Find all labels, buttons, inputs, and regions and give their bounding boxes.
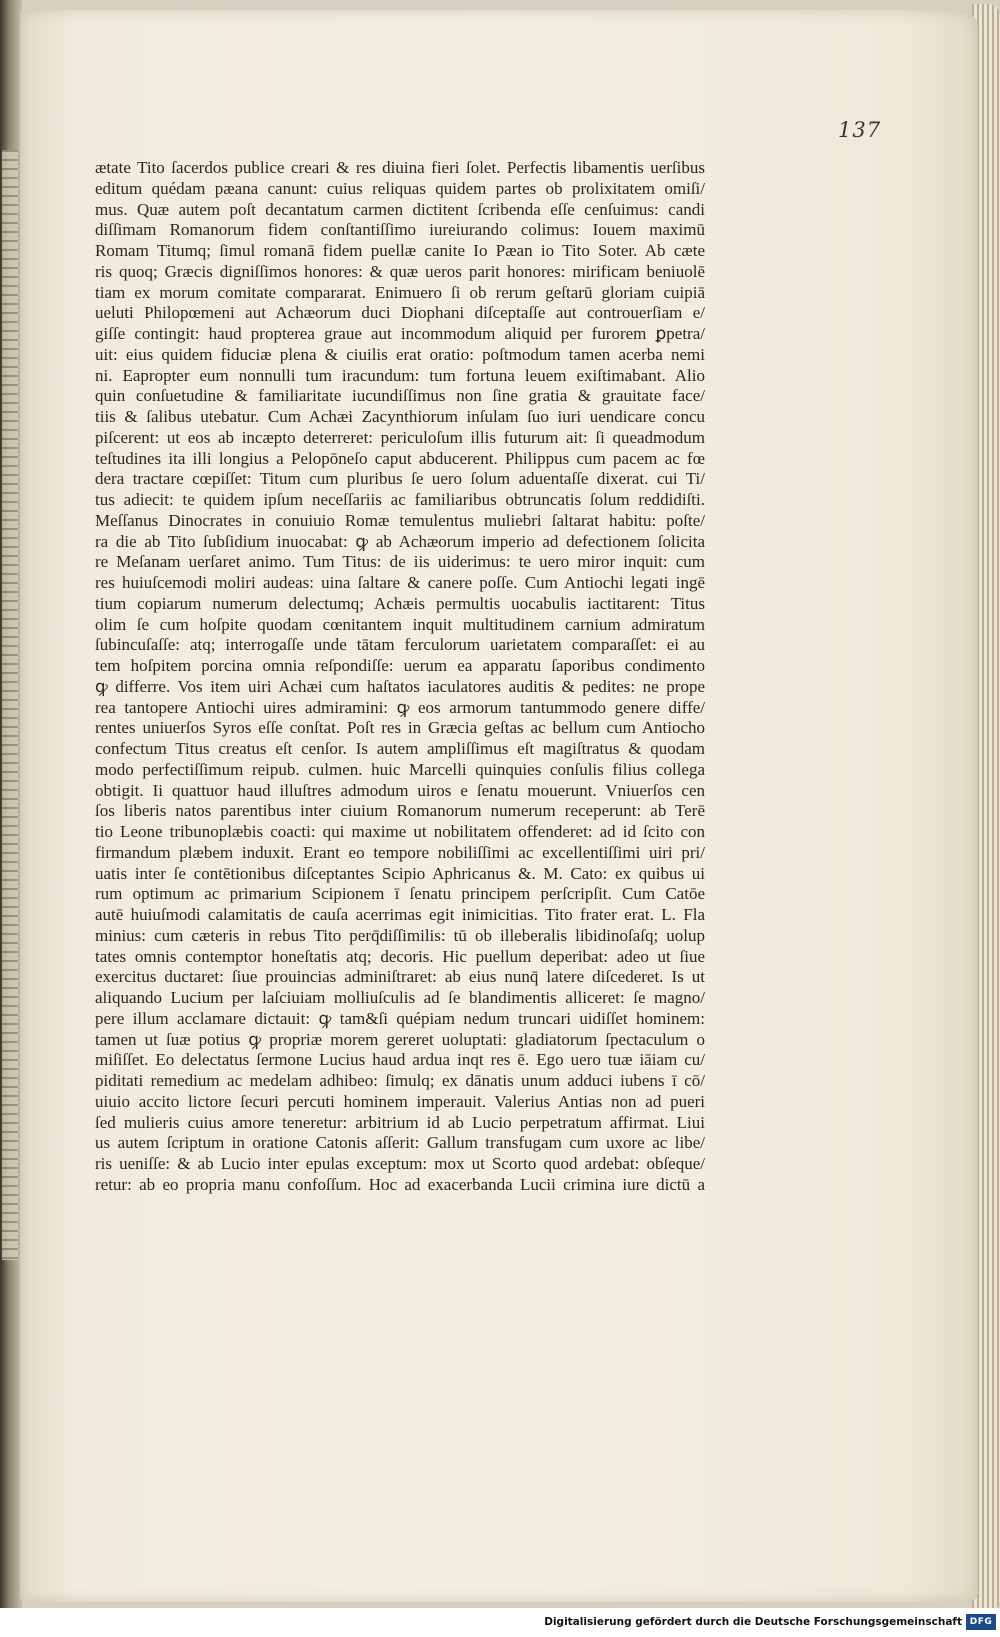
text-line: tus adiecit: te quidem ipſum neceſſariis ac familiaribus obtruncatis ſolum reddidiſti. — [95, 490, 705, 509]
text-line: ſubincuſaſſe: atq; interrogaſſe unde tātam ferculorum uarietatem comparaſſet: ei au — [95, 635, 705, 655]
text-line: tates omnis contemptor honeſtatis atq; decoris. Hic puellum deperibat: adeo ut ſiue — [95, 946, 705, 966]
text-line: olim ſe cum hoſpite quodam cœnitantem inquit multitudinem carnium admiratum — [95, 614, 705, 634]
text-line: tem hoſpitem porcina omnia reſpondiſſe: uerum ea apparatu ſaporibus condimento — [95, 656, 705, 675]
text-line: confectum Titus creatus eſt cenſor. Is autem ampliſſimus eſt magiſtratus & quodam — [95, 739, 705, 758]
text-line: ueluti Philopœmeni aut Achæorum duci Diophani diſceptaſſe aut controuerſiam e/ — [95, 303, 705, 323]
text-line: uiuio accito lictore ſecuri percuti hominem imperauit. Valerius Antias non ad pueri — [95, 1091, 705, 1111]
left-page-edge — [0, 0, 22, 1608]
text-line: ætate Tito ſacerdos publice creari & res diuina fieri ſolet. Perfectis libamentis uerſibus — [95, 158, 705, 177]
text-line: modo perfectiſſimum reipub. culmen. huic Marcelli quinquies conſulis filius collega — [95, 759, 705, 779]
text-line: miſiſſet. Eo delectatus ſermone Lucius haud ardua inqt res ē. Ego uero tuæ iāiam cu/ — [95, 1050, 705, 1070]
text-line: diſſimam Romanorum fidem conſtantiſſimo iureiurando colimus: Iouem maximū — [95, 220, 705, 240]
text-line: rentes uniuerſos Syros eſſe conſtat. Poſt res in Græcia geſtas ac bellum cum Antiocho — [95, 718, 705, 738]
text-line: ris ueniſſe: & ab Lucio inter epulas exceptum: mox ut Scorto quod ardebat: obſeque/ — [95, 1154, 705, 1173]
text-line: dera tractare cœpiſſet: Titum cum pluribus ſe uero ſolum aduentaſſe dixerat. cui Ti/ — [95, 469, 705, 489]
folio-number: 137 — [838, 118, 882, 142]
text-line: autē huiuſmodi calamitatis de cauſa acerrimas egit inimicitias. Tito frater erat. L. Fla — [95, 905, 705, 924]
body-text — [95, 158, 705, 1196]
text-line: uit: eius quidem fiduciæ plena & ciuilis erat oratio: poſtmodum tamen acerba nemi — [95, 344, 705, 364]
text-line: mus. Quæ autem poſt decantatum carmen dictitent ſcribenda eſſe cenſuimus: candi — [95, 199, 705, 219]
text-line: aliquando Lucium per laſciuiam molliuſculis ad ſe blandimentis alliceret: ſe magno/ — [95, 988, 705, 1007]
text-line: res huiuſcemodi moliri audeas: uina ſaltare & canere poſſe. Cum Antiochi legati ingē — [95, 573, 705, 592]
text-line: tiam ex morum comitate compararat. Enimuero ſi ob rerum geſtarū gloriam cuipiā — [95, 282, 705, 302]
text-line: us autem ſcriptum in oratione Catonis aſſerit: Gallum transfugam cum uxore ac libe/ — [95, 1133, 705, 1153]
text-line: editum quédam pæana canunt: cuius reliquas quidem partes ob prolixitatem omiſi/ — [95, 178, 705, 198]
text-line: ſed mulieris cuius amore teneretur: arbitrium id ab Lucio perpetratum affirmat. Liui — [95, 1112, 705, 1132]
text-line: quin conſuetudine & familiaritate iucundiſſimus non ſine gratia & grauitate face/ — [95, 386, 705, 406]
dfg-logo: DFG — [966, 1614, 996, 1630]
text-line: ni. Eapropter eum nonnulli tum iracundum: tum fortuna leuem exiſtimabant. Alio — [95, 365, 705, 385]
text-line: giſſe contingit: haud propterea graue aut incommodum aliquid per furorem ꝑpetra/ — [95, 324, 705, 343]
text-line: piditati remedium ac medelam adhibeo: ſimulq; ex dānatis unum adduci iubens ī cō/ — [95, 1071, 705, 1090]
text-line: uatis inter ſe contētionibus diſceptantes Scipio Aphricanus &. M. Cato: ex quibus ui — [95, 863, 705, 883]
text-line: ꝙ differre. Vos item uiri Achæi cum haſtatos iaculatores auditis & pedites: ne prope — [95, 676, 705, 696]
text-line: rea tantopere Antiochi uires admiramini: ꝙ eos armorum tantummodo genere diffe/ — [95, 697, 705, 717]
text-line: retur: ab eo propria manu confoſſum. Hoc ad exacerbanda Lucii crimina iure dictū a — [95, 1174, 705, 1194]
text-line: exercitus ductaret: ſiue prouincias adminiſtraret: ab eius nunq̄ latere diſcederet. Is ut — [95, 967, 705, 987]
text-line: ra die ab Tito ſubſidium inuocabat: ꝙ ab Achæorum imperio ad defectionem ſolicita — [95, 531, 705, 551]
footer-bar — [0, 1608, 1000, 1637]
text-line: rum optimum ac primarium Scipionem ī ſenatu principem perſcripſit. Cum Catōe — [95, 884, 705, 904]
text-line: Romam Titumq; ſimul romanā fidem puellæ canite Io Pæan io Tito Soter. Ab cæte — [95, 241, 705, 260]
text-line: obtigit. Ii quattuor haud illuſtres admodum uiros e ſenatu mouerunt. Vniuerſos cen — [95, 780, 705, 800]
text-line: ſos liberis natos parentibus inter ciuium Romanorum numerum receperunt: ab Terē — [95, 801, 705, 821]
text-line: Meſſanus Dinocrates in conuiuio Romæ temulentus muliebri ſaltarat habitu: poſte/ — [95, 510, 705, 530]
text-line: tio Leone tribunoplæbis coacti: qui maxime ut nobilitatem offenderet: ad id ſcito con — [95, 822, 705, 841]
text-line: ris quoq; Græcis digniſſimos honores: & quæ ueros parit honores: mirificam beniuolē — [95, 261, 705, 281]
text-line: minius: cum cæteris in rebus Tito perq̄diſſimilis: tū ob illeberalis libidinoſaſq; uolup — [95, 925, 705, 945]
text-line: re Meſanam uerſaret animo. Tum Titus: de iis uiderimus: te uero miror inquit: cum — [95, 552, 705, 572]
text-line: tium copiarum numerum delectumq; Achæis permultis uocabulis iactitarent: Titus — [95, 593, 705, 613]
footer-credit: Digitalisierung gefördert durch die Deutsche Forschungsgemeinschaft — [544, 1616, 962, 1628]
text-line: tamen ut ſuæ potius ꝙ propriæ morem gereret uoluptati: gladiatorum ſpectaculum o — [95, 1029, 705, 1049]
text-line: firmandum plæbem induxit. Erant eo tempore nobiliſſimi ac excellentiſſimi uiri pri/ — [95, 842, 705, 862]
text-line: teſtudines ita illi longius a Pelopōneſo caput abducerent. Philippus cum pacem ac fœ — [95, 448, 705, 468]
text-line: tiis & ſalibus utebatur. Cum Achæi Zacynthiorum inſulam ſuo iuri uendicare concu — [95, 407, 705, 426]
left-page-text-strip — [2, 150, 18, 1260]
text-line: pere illum acclamare dictauit: ꝙ tam&ſi quépiam nedum truncari uidiſſet hominem: — [95, 1008, 705, 1028]
text-line: piſcerent: ut eos ab incæpto deterreret: periculoſum illis futurum ait: ſi queadmodum — [95, 427, 705, 447]
